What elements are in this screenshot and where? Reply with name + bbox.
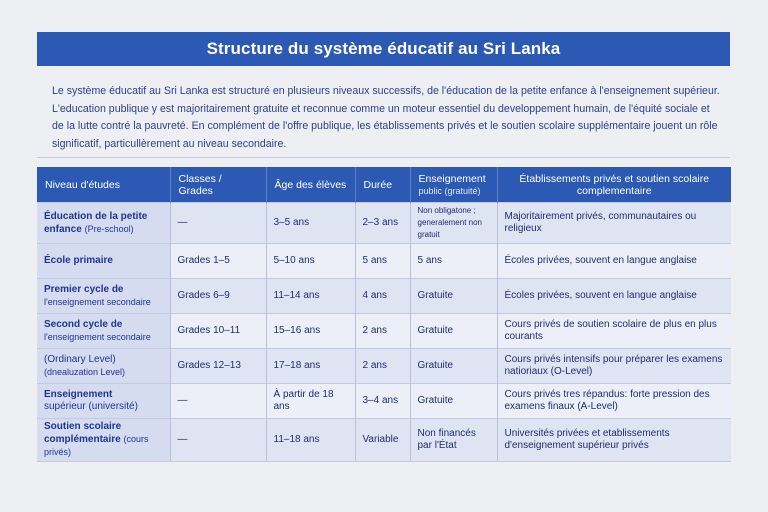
- cell-age: 11–14 ans: [266, 279, 355, 314]
- level-subtitle: supérieur (université): [44, 401, 138, 412]
- cell-classes: —: [170, 419, 266, 462]
- cell-private: Cours privés tres répandus: forte pression des examens finaux (A-Level): [497, 384, 731, 419]
- level-note: (cours privés): [44, 434, 149, 457]
- cell-private: Universités privées et etablissements d'enseignement supérieur privés: [497, 419, 731, 462]
- cell-public: Gratuite: [410, 384, 497, 419]
- header-duration: Durée: [355, 167, 410, 203]
- cell-public: Non financés par l'État: [410, 419, 497, 462]
- cell-public: Gratuite: [410, 349, 497, 384]
- header-age: Âge des élèves: [266, 167, 355, 203]
- cell-private: Majoritairement privés, communautaires ou religieux: [497, 203, 731, 244]
- level-title: Éducation de la petite: [44, 210, 148, 222]
- intro-paragraph-2: L'education publique y est majoritairement gratuite et reconnue comme un moteur essentiel du developpement humain, de l'équité sociale et de la lutte contré la pauvreté. En complément de l'offre publique, les établissements privés et le soutien scolaire supplémentaire jouent un rôle significatif, particullèrement au niveau secondaire.: [52, 102, 718, 150]
- header-private-sub: complementaire: [576, 184, 652, 197]
- cell-level: [37, 244, 170, 279]
- table-header-row: [37, 167, 731, 203]
- cell-classes: Grades 6–9: [170, 279, 266, 314]
- title-banner: [37, 32, 730, 66]
- level-subtitle: (dnealuzation Level): [44, 367, 126, 377]
- cell-classes: Grades 1–5: [170, 244, 266, 279]
- table-row: [37, 314, 731, 349]
- level-title: (Ordinary Level): [44, 354, 116, 365]
- cell-public: Gratuite: [410, 279, 497, 314]
- page-title: Structure du système éducatif au Sri Lanka: [206, 39, 561, 58]
- intro-paragraph-1: Le système éducatif au Sri Lanka est structuré en plusieurs niveaux successifs, de l'éducation de la petite enfance à l'enseignement supérieur.: [52, 85, 720, 97]
- level-subtitle: enfance: [44, 223, 82, 235]
- cell-private: Écoles privées, souvent en langue anglaise: [497, 279, 731, 314]
- cell-age: À partir de 18 ans: [266, 384, 355, 419]
- cell-classes: Grades 10–11: [170, 314, 266, 349]
- table-row: [37, 384, 731, 419]
- header-level: Niveau d'études: [37, 167, 170, 203]
- level-note: (Pre-school): [84, 223, 134, 234]
- table-row: [37, 349, 731, 384]
- divider: [37, 157, 730, 158]
- cell-age: 17–18 ans: [266, 349, 355, 384]
- cell-duration: 5 ans: [355, 244, 410, 279]
- cell-level: [37, 384, 170, 419]
- cell-level: [37, 314, 170, 349]
- cell-public: Gratuite: [410, 314, 497, 349]
- level-title: École primaire: [44, 255, 113, 266]
- cell-private: Écoles privées, souvent en langue anglaise: [497, 244, 731, 279]
- cell-level: [37, 419, 170, 462]
- cell-duration: 2–3 ans: [355, 203, 410, 244]
- cell-age: 3–5 ans: [266, 203, 355, 244]
- cell-age: 15–16 ans: [266, 314, 355, 349]
- cell-duration: 3–4 ans: [355, 384, 410, 419]
- cell-duration: 4 ans: [355, 279, 410, 314]
- level-subtitle: l'enseignement secondaire: [44, 332, 151, 342]
- header-classes: Classes / Grades: [170, 167, 266, 203]
- cell-level: [37, 279, 170, 314]
- cell-private: Cours privés intensifs pour préparer les examens natioriaux (O-Level): [497, 349, 731, 384]
- level-title: Soutien scolaire: [44, 421, 122, 432]
- level-subtitle: l'enseignement secondaire: [44, 297, 151, 307]
- table-row: [37, 419, 731, 462]
- cell-classes: —: [170, 384, 266, 419]
- table-row: [37, 244, 731, 279]
- table-row: [37, 279, 731, 314]
- intro-text: [52, 83, 722, 153]
- table-row: [37, 203, 731, 244]
- cell-age: 5–10 ans: [266, 244, 355, 279]
- cell-public: 5 ans: [410, 244, 497, 279]
- cell-level: [37, 203, 170, 244]
- header-public-sub: public (gratuité): [418, 185, 481, 196]
- cell-duration: 2 ans: [355, 349, 410, 384]
- education-table: [37, 167, 731, 462]
- cell-classes: Grades 12–13: [170, 349, 266, 384]
- header-public: [410, 167, 497, 203]
- cell-level: [37, 349, 170, 384]
- cell-age: 11–18 ans: [266, 419, 355, 462]
- cell-classes: —: [170, 203, 266, 244]
- level-title: Premier cycle de: [44, 284, 124, 295]
- header-private-main: Établissements privés et soutien scolaire: [519, 172, 710, 185]
- level-title: Enseignement: [44, 389, 113, 400]
- cell-public: Non obligatone ; generalement non gratuit: [410, 203, 497, 244]
- level-title: Second cycle de: [44, 319, 123, 330]
- level-subtitle: complémentaire: [44, 434, 121, 445]
- header-public-main: Enseignement: [418, 172, 486, 185]
- header-private: [497, 167, 731, 203]
- cell-duration: 2 ans: [355, 314, 410, 349]
- cell-private: Cours privés de soutien scolaire de plus en plus courants: [497, 314, 731, 349]
- cell-duration: Variable: [355, 419, 410, 462]
